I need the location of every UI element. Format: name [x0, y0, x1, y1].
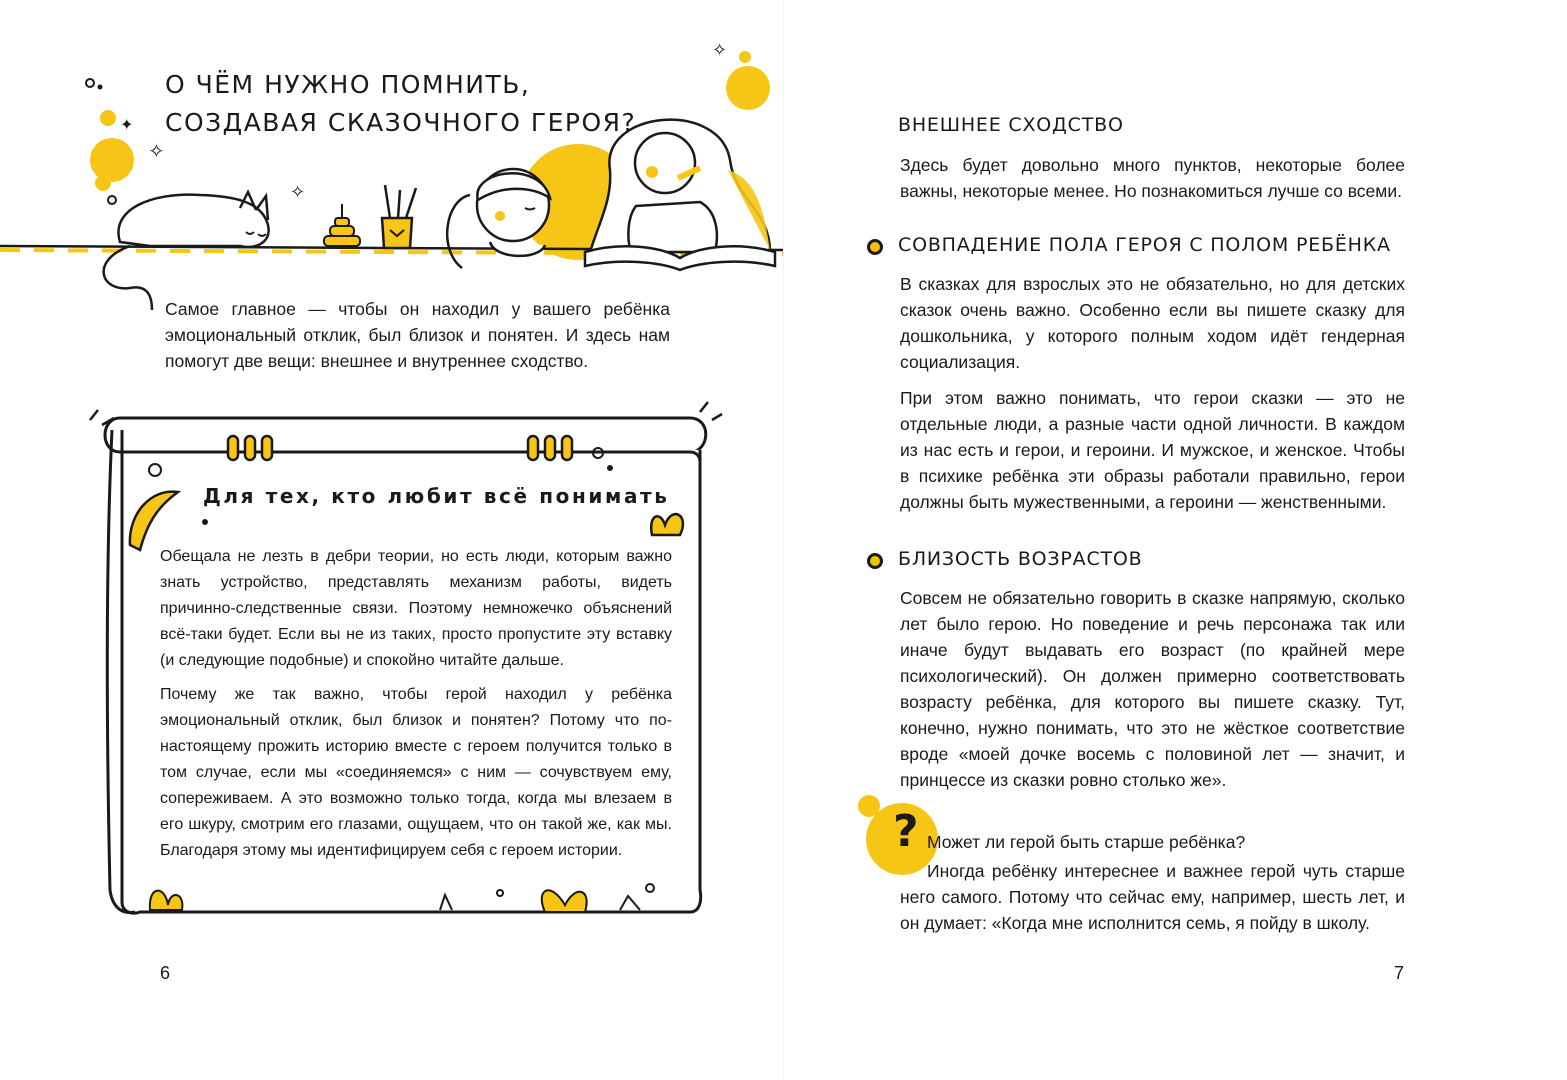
svg-text:✧: ✧	[148, 139, 165, 163]
section-3-paragraph-1: Совсем не обязательно говорить в сказке напрямую, сколько лет было герою. Но поведение и речь персонажа так или иначе будут выдавать его возраст (по крайней мере психологический). Он должен примерно соответствовать возрасту ребёнка, для которого вы пишете сказку. Тут, конечно, нужно понимать, что это не жёсткое соответствие вроде «моей дочке восемь с половиной лет — значит, и принцессе из сказки ровно столько же».	[900, 588, 1405, 790]
header-illustration	[0, 20, 783, 320]
section-1-paragraph-1: Здесь будет довольно много пунктов, некоторые более важны, некоторые менее. Но познакомиться лучше со всеми.	[900, 155, 1405, 201]
left-page	[0, 0, 783, 1080]
question-answer: Иногда ребёнку интереснее и важнее герой чуть старше него самого. Потому что сейчас ему, например, шесть лет, и он думает: «Когда мне исполнится семь, я пойду в школу.	[900, 861, 1405, 933]
page-number-left: 6	[160, 963, 171, 983]
insert-box-paragraph-2: Почему же так важно, чтобы герой находил у ребёнка эмоциональный отклик, был близок и понятен? Потому что по-настоящему прожить историю вместе с героем получится только в том случае, если мы «соединяемся» с ним — сочувствуем ему, сопереживаем. А это возможно только тогда, когда мы влезаем в его шкуру, смотрим его глазами, ощущаем, что он такой же, как мы. Благодаря этому мы идентифицируем себя с героем истории.	[160, 686, 672, 859]
section-2-bullet-icon	[867, 239, 883, 255]
section-heading-gender: СОВПАДЕНИЕ ПОЛА ГЕРОЯ С ПОЛОМ РЕБЁНКА	[898, 234, 1391, 256]
question-mark-icon: ?	[893, 806, 919, 857]
page-title-line-1: О ЧЁМ НУЖНО ПОМНИТЬ,	[165, 70, 531, 99]
svg-text:✧: ✧	[712, 40, 728, 61]
page-number-right: 7	[1394, 963, 1405, 983]
cat-shape	[118, 195, 268, 247]
insert-box-paragraph-1: Обещала не лезть в дебри теории, но есть люди, которым важно знать устройство, представлять механизм работы, видеть причинно-следственные связи. Поэтому немножечко объяснений всё-таки будет. Если вы не из таких, просто пропустите эту вставку (и следующие подобные) и спокойно читайте дальше.	[160, 548, 672, 669]
section-2-paragraph-1: В сказках для взрослых это не обязательно, но для детских сказок очень важно. Особенно если вы пишете сказку для дошкольника, у которого полным ходом идёт гендерная социализация.	[900, 274, 1405, 372]
intro-paragraph: Самое главное — чтобы он находил у вашего ребёнка эмоциональный отклик, был близок и понятен. И здесь нам помогут две вещи: внешнее и внутреннее сходство.	[165, 299, 670, 371]
section-heading-appearance: ВНЕШНЕЕ СХОДСТВО	[898, 114, 1124, 136]
page-title-line-2: СОЗДАВАЯ СКАЗОЧНОГО ГЕРОЯ?	[165, 108, 637, 137]
section-heading-age: БЛИЗОСТЬ ВОЗРАСТОВ	[898, 548, 1143, 570]
section-2-paragraph-2: При этом важно понимать, что герои сказки — это не отдельные люди, а разные части одной личности. В каждом из нас есть и герои, и героини. И мужское, и женское. Чтобы в психике ребёнка эти образы работали правильно, герои должны быть мужественными, а героини — женственными.	[900, 388, 1405, 512]
svg-text:✧: ✧	[290, 182, 306, 203]
question-title: Может ли герой быть старше ребёнка?	[927, 832, 1246, 852]
section-3-bullet-icon	[867, 553, 883, 569]
svg-text:✦: ✦	[120, 115, 134, 134]
insert-box-title: Для тех, кто любит всё понимать	[203, 484, 670, 508]
